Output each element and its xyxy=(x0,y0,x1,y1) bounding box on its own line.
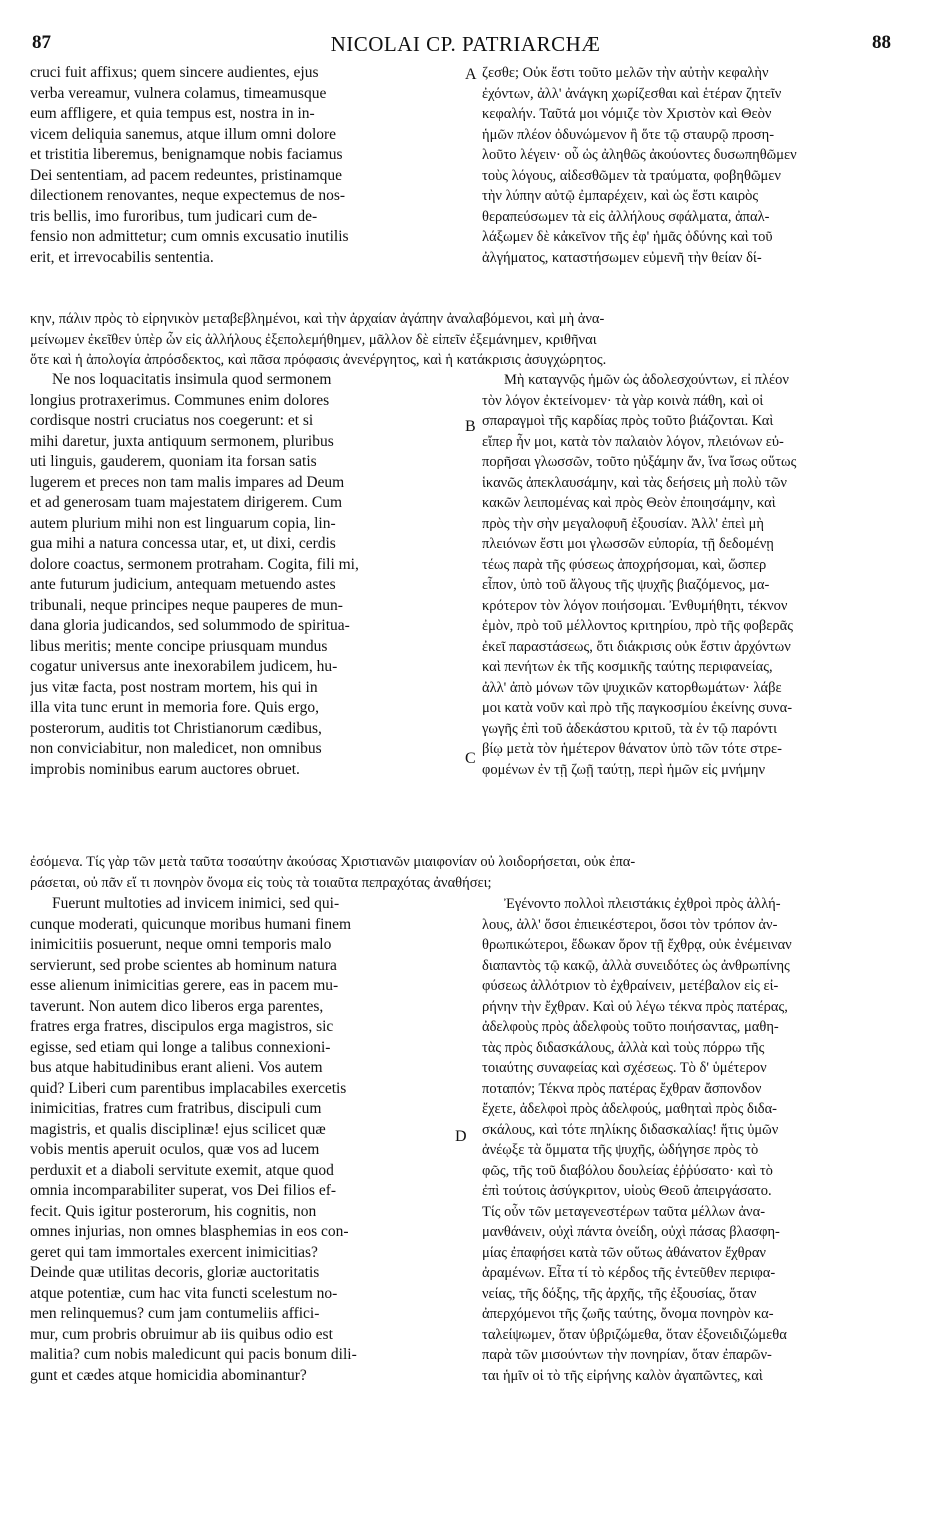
text-line: ἐμὸν, πρὸ τοῦ μέλλοντος κριτηρίου, πρὸ τῆς φοβερᾶς xyxy=(482,618,793,634)
text-line: πρὸς τὴν σὴν μεγαλοφυῆ ἐξουσίαν. Ἀλλ' ἐπεὶ μὴ xyxy=(482,515,764,532)
text-line: non conviciabitur, non maledicet, non omnibus xyxy=(30,740,322,757)
text-line: eum affligere, et quia tempus est, nostra in in- xyxy=(30,105,315,122)
text-line: τὴν λύπην αὐτῷ ἐμπαρέχειν, καὶ ὡς ἔστι καιρὸς xyxy=(482,188,759,204)
text-line: jus vitæ facta, post nostram mortem, his qui in xyxy=(30,678,318,696)
text-line: libus meritis; mente concipe priusquam mundus xyxy=(30,637,328,655)
text-line: Ne nos loquacitatis insimula quod sermonem xyxy=(52,371,332,388)
text-line: verba vereamur, vulnera colamus, timeamusque xyxy=(30,84,327,102)
text-line: Ἐγένοντο πολλοὶ πλειστάκις ἐχθροὶ πρὸς ἀλλή- xyxy=(504,896,781,912)
latin-column-2 xyxy=(30,370,460,780)
text-line: σκάλους, καὶ τότε πηλίκης διδασκαλίας! ἥτις ὑμῶν xyxy=(482,1121,779,1138)
text-line: ἀλγήματος, καταστήσωμεν εὐμενῆ τὴν θείαν δί- xyxy=(482,249,762,266)
text-line: λους, ἀλλ' ὅσοι ἐπιεικέστεροι, ὅσοι τὸν τρόπον ἀν- xyxy=(482,916,778,933)
text-line: σπαραγμοὶ τῆς καρδίας πρὸς τοῦτο βιάζονται. Καὶ xyxy=(482,413,774,429)
text-line: fecit. Quis igitur posterorum, his cognitis, non xyxy=(30,1202,317,1220)
text-line: κην, πάλιν πρὸς τὸ εἰρηνικὸν μεταβεβλημένοι, καὶ τὴν ἀρχαίαν ἀγάπην ἀναλαβόμενοι, καὶ μὴ ἀνα- xyxy=(30,311,605,327)
text-line: τὸν λόγον ἐκτείνομεν· τὰ γὰρ κοινὰ πάθη, καὶ οἱ xyxy=(482,392,764,409)
text-line: improbis nominibus earum auctores obruet. xyxy=(30,760,300,778)
text-line: ρήνην τὴν ἔχθραν. Καὶ οὐ λέγω τέκνα πρὸς πατέρας, xyxy=(482,998,788,1015)
text-line: autem plurium mihi non est linguarum copia, lin- xyxy=(30,514,336,532)
text-line: mur, cum probris obruimur ab iis quibus odio est xyxy=(30,1325,333,1343)
text-line: gunt et cædes atque homicidia abominantur? xyxy=(30,1366,307,1384)
text-line: ἀπερχόμενοι τῆς ζωῆς ταύτης, ὄνομα πονηρὸν κα- xyxy=(482,1306,774,1322)
latin-column-3 xyxy=(30,894,460,1386)
text-line: πορῆσαι γλωσσῶν, τοῦτο ηὐξάμην ἄν, ἵνα ἴσως οὕτως xyxy=(482,454,797,470)
text-line: εἶπον, ὑπὸ τοῦ ἄλγους τῆς ψυχῆς βιαζόμενος, μα- xyxy=(482,577,770,593)
text-line: ἐκεῖ παραστάσεως, ὅτι διάκρισις οὐκ ἔστιν ἀρχόντων xyxy=(482,638,791,655)
text-line: μοι κατὰ νοῦν καὶ πρὸ τῆς παγκοσμίου ἐκείνης συνα- xyxy=(482,700,793,716)
text-line: omnes injurias, non omnes blasphemias in eos con- xyxy=(30,1223,349,1240)
text-line: men relinquemus? cum jam contumeliis affici- xyxy=(30,1305,320,1322)
text-line: longius protraxerimus. Communes enim dolores xyxy=(30,391,330,409)
text-line: vobis mentis aperuit oculos, quæ vos ad lucem xyxy=(30,1141,320,1158)
running-title: NICOLAI CP. PATRIARCHÆ xyxy=(330,32,601,56)
text-line: ἀραμένων. Εἶτα τί τὸ κέρδος τῆς ἐντεῦθεν περιφα- xyxy=(482,1265,776,1281)
margin-marker-a: A xyxy=(465,66,477,83)
text-line: ἀλλ' ἀπὸ μόνων τῶν ψυχικῶν κατορθωμάτων· λάβε xyxy=(482,679,782,696)
text-line: ποταπόν; Τέκνα πρὸς πατέρας ἔχθραν ἄσπονδον xyxy=(482,1080,762,1097)
text-line: τὰς πρὸς διδασκάλους, ἀλλὰ καὶ τοὺς πόρρω τῆς xyxy=(482,1039,765,1056)
text-line: νείας, τῆς δόξης, τῆς ἀρχῆς, τῆς ἐξουσίας, ὅταν xyxy=(482,1285,757,1302)
text-line: atque potentiæ, cum hac vita functi scelestum no- xyxy=(30,1284,338,1302)
text-line: taverunt. Non autem dico liberos erga parentes, xyxy=(30,997,324,1015)
text-line: κεφαλήν. Ταῦτά μοι νόμιζε τὸν Χριστὸν καὶ Θεὸν xyxy=(482,106,772,122)
text-line: καὶ πενήτων ἐκ τῆς κοσμικῆς ταύτης περιφανείας, xyxy=(482,659,773,675)
text-line: ἀνέῳξε τὰ ὄμματα τῆς ψυχῆς, ὡδήγησε πρὸς τὸ xyxy=(482,1142,759,1158)
text-line: gua mihi a natura concessa utar, et, ut dixi, cerdis xyxy=(30,535,336,552)
text-line: et tristitia liberemus, benignamque nobis faciamus xyxy=(30,146,343,163)
text-line: μείνωμεν ἐκεῖθεν ὑπὲρ ὧν εἰς ἀλλήλους ἐξεπολεμήθημεν, μᾶλλον δὲ εἰπεῖν ἐξεμάνημεν, κριθῆναι xyxy=(30,331,597,348)
text-line: Dei sententiam, ad pacem redeuntes, pristinamque xyxy=(30,166,343,184)
page-header xyxy=(0,32,931,62)
text-line: magistris, et qualis disciplinæ! ejus scilicet quæ xyxy=(30,1120,326,1138)
margin-marker-c: C xyxy=(465,750,476,767)
text-line: perduxit et a diaboli servitute exemit, atque quod xyxy=(30,1161,334,1179)
text-line: malitia? cum nobis maledicunt qui pacis bonum dili- xyxy=(30,1346,357,1363)
text-line: vicem deliquia sanemus, atque illum omni dolore xyxy=(30,125,337,143)
text-line: cunque moderati, quicunque moribus humani finem xyxy=(30,915,352,933)
latin-column-1 xyxy=(30,63,460,268)
text-line: θεραπεύσωμεν τὰ εἰς ἀλλήλους σφάλματα, ἀπαλ- xyxy=(482,208,770,225)
text-line: inimicitias, fratres cum fratribus, discipuli cum xyxy=(30,1100,322,1117)
text-line: tribunali, neque principes neque pauperes de mun- xyxy=(30,596,343,614)
left-page-number: 87 xyxy=(32,32,51,53)
text-line: ἐσόμενα. Τίς γὰρ τῶν μετὰ ταῦτα τοσαύτην ἀκούσας Χριστιανῶν μιαιφονίαν οὐ λοιδορήσεται, οὐκ ἐπα- xyxy=(30,854,636,870)
text-line: βίῳ μετὰ τὸν ἡμέτερον θάνατον ὑπὸ τῶν τότε στρε- xyxy=(482,741,782,757)
text-line: cogatur universus ante inexorabilem judicem, hu- xyxy=(30,658,338,675)
text-line: ἔχετε, ἀδελφοὶ πρὸς ἀδελφούς, μαθηταὶ πρὸς διδα- xyxy=(482,1101,777,1117)
text-line: μίας ἐπαφήσει κατὰ τῶν οὕτως ἀθάνατον ἔχθραν xyxy=(482,1244,766,1261)
text-line: ante futurum judicium, antequam metuendo astes xyxy=(30,576,336,593)
text-line: ράσεται, οὐ πᾶν εἴ τι πονηρὸν ὄνομα εἰς τοὺς τὰ τοιαῦτα πεπραχότας ἀναθήσει; xyxy=(30,874,492,891)
text-line: ζεσθε; Οὐκ ἔστι τοῦτο μελῶν τὴν αὐτὴν κεφαλὴν xyxy=(482,65,769,81)
margin-marker-b: B xyxy=(465,418,476,435)
text-line: φῶς, τῆς τοῦ διαβόλου δουλείας ἐῤῥύσατο· καὶ τὸ xyxy=(482,1162,773,1179)
text-line: illa vita tunc erunt in memoria fore. Quis ergo, xyxy=(30,699,319,716)
text-line: μανθάνειν, οὐχὶ πάντα ὀνείδη, οὐχὶ πάσας βλασφη- xyxy=(482,1224,780,1240)
text-line: mihi daretur, juxta antiquum sermonem, pluribus xyxy=(30,432,334,450)
text-line: ἱκανῶς ἀπεκλαυσάμην, καὶ τὰς δεήσεις μὴ πολὺ τῶν xyxy=(482,474,787,491)
text-line: φύσεως ἀλλότριον τὸ ἐχθραίνειν, μετέβαλον εἰς εἰ- xyxy=(482,978,779,994)
greek-column-1 xyxy=(482,63,907,268)
text-line: ἐπὶ τούτοις ἀσύγκριτον, υἱοὺς Θεοῦ ἀπειργάσατο. xyxy=(482,1183,772,1199)
text-line: λάξωμεν δὲ κἀκεῖνον τῆς ἐφ' ἡμᾶς ὀδύνης καὶ τοῦ xyxy=(482,229,773,245)
text-line: εἴπερ ἦν μοι, κατὰ τὸν παλαιὸν λόγον, πλειόνων εὐ- xyxy=(482,433,784,450)
text-line: cordisque nostri cruciatus nos coegerunt: et si xyxy=(30,412,314,429)
text-line: κακῶν λειπομένας καὶ πρὸς Θεὸν ἐποιησάμην, καὶ xyxy=(482,495,776,511)
greek-full-width-2 xyxy=(30,852,907,893)
text-line: bus atque habitudinibus erant alieni. Vos autem xyxy=(30,1059,323,1076)
greek-full-width-1 xyxy=(30,309,907,371)
text-line: erit, et irrevocabilis sententia. xyxy=(30,248,214,266)
text-line: fratres erga fratres, discipulos erga magistros, sic xyxy=(30,1018,334,1035)
text-line: ἐχόντων, ἀλλ' ἀνάγκη χωρίζεσθαι καὶ ἑτέραν ζητεῖν xyxy=(482,85,782,102)
text-line: Fuerunt multoties ad invicem inimici, sed qui- xyxy=(52,895,340,912)
greek-column-3 xyxy=(482,894,907,1386)
text-line: fensio non admittetur; cum omnis excusatio inutilis xyxy=(30,228,349,245)
text-line: φομένων ἐν τῇ ζωῇ ταύτῃ, περὶ ἡμῶν εἰς μνήμην xyxy=(482,761,765,778)
text-line: ταλείψωμεν, ὅταν ὑβριζώμεθα, ὅταν ἐξονειδιζώμεθα xyxy=(482,1326,787,1343)
greek-column-2 xyxy=(482,370,907,780)
text-line: ἡμῶν πλέον ὀδυνώμενον ἢ ὅτε τῷ σταυρῷ προση- xyxy=(482,126,775,143)
text-line: lugerem et preces non tam malis impares ad Deum xyxy=(30,473,345,491)
text-line: servierunt, sed probe scientes ab hominum natura xyxy=(30,956,337,974)
text-line: κρότερον τὸν λόγον ποιήσομαι. Ἐνθυμήθητι, τέκνον xyxy=(482,597,788,614)
text-line: dana gloria judicandos, sed solummodo de spiritua- xyxy=(30,617,350,634)
text-line: uti linguis, gauderem, quoniam ita forsan satis xyxy=(30,453,317,470)
text-line: dilectionem renovantes, neque expectemus de nos- xyxy=(30,187,346,204)
text-line: γωγῆς ἐπὶ τοῦ ἀδεκάστου κριτοῦ, τὰ ἐν τῷ παρόντι xyxy=(482,720,778,737)
text-line: ται ἡμῖν οἱ τὸ τῆς εἰρήνης καλὸν ἀγαπῶντες, καὶ xyxy=(482,1367,763,1384)
text-line: λοῦτο λέγειν· οὗ ὡς ἀληθῶς ἀκούοντες δυσωπηθῶμεν xyxy=(482,147,797,163)
text-line: dolore coactus, sermonem protraham. Cogita, fili mi, xyxy=(30,555,359,573)
text-line: egisse, sed etiam qui longe a talibus connexioni- xyxy=(30,1038,331,1056)
right-page-number: 88 xyxy=(872,32,891,53)
text-line: τοιαύτης συναφείας καὶ σχέσεως. Τὸ δ' ὑμέτερον xyxy=(482,1060,767,1076)
text-line: esse alienum inimicitias gerere, eas in pacem mu- xyxy=(30,977,339,994)
margin-marker-d: D xyxy=(455,1128,467,1145)
text-line: et ad generosam tuam majestatem dirigerem. Cum xyxy=(30,494,343,511)
text-line: θρωπικώτεροι, ἔδωκαν ὅρον τῇ ἔχθρᾳ, οὐκ ἐνέμειναν xyxy=(482,937,792,953)
text-line: cruci fuit affixus; quem sincere audientes, ejus xyxy=(30,64,319,81)
text-line: τοὺς λόγους, αἰδεσθῶμεν τὰ τραύματα, φοβηθῶμεν xyxy=(482,167,781,184)
text-line: omnia incomparabiliter superat, vos Dei filios ef- xyxy=(30,1182,337,1199)
text-line: quid? Liberi cum parentibus implacabiles exercetis xyxy=(30,1079,347,1097)
text-line: πλειόνων ἔστι μοι γλωσσῶν εὐπορία, τῇ δεδομένῃ xyxy=(482,536,774,552)
text-line: ὅτε καὶ ἡ ἀπολογία ἀπρόσδεκτος, καὶ πᾶσα πρόφασις ἀνενέργητος, καὶ ἡ κατάκρισις ἀσυγχώρητος. xyxy=(30,352,607,368)
text-line: inimicitiis posuerunt, neque omni temporis malo xyxy=(30,936,332,953)
text-line: Τίς οὖν τῶν μεταγενεστέρων ταῦτα μέλλων ἀνα- xyxy=(482,1203,766,1220)
text-line: τέως παρὰ τῆς φύσεως ἀποχρήσομαι, καὶ, ὥσπερ xyxy=(482,556,767,573)
text-line: posterorum, auditis tot Christianorum cædibus, xyxy=(30,719,322,737)
text-line: geret qui tam immortales exercent inimicitias? xyxy=(30,1243,318,1261)
text-line: ἀδελφοὺς πρὸς ἀδελφοὺς τοῦτο ποιήσαντας, μαθη- xyxy=(482,1019,779,1035)
text-line: Deinde quæ utilitas decoris, gloriæ auctoritatis xyxy=(30,1264,320,1281)
text-line: διαπαντὸς τῷ κακῷ, ἀλλὰ συνειδότες ὡς ἀνθρωπίνης xyxy=(482,957,790,974)
text-line: tris bellis, imo furoribus, tum judicari cum de- xyxy=(30,207,318,225)
text-line: Μὴ καταγνῷς ἡμῶν ὡς ἀδολεσχούντων, εἰ πλέον xyxy=(504,372,789,388)
text-line: παρὰ τῶν μισούντων τὴν πονηρίαν, ὅταν ἐπαρῶν- xyxy=(482,1347,772,1363)
